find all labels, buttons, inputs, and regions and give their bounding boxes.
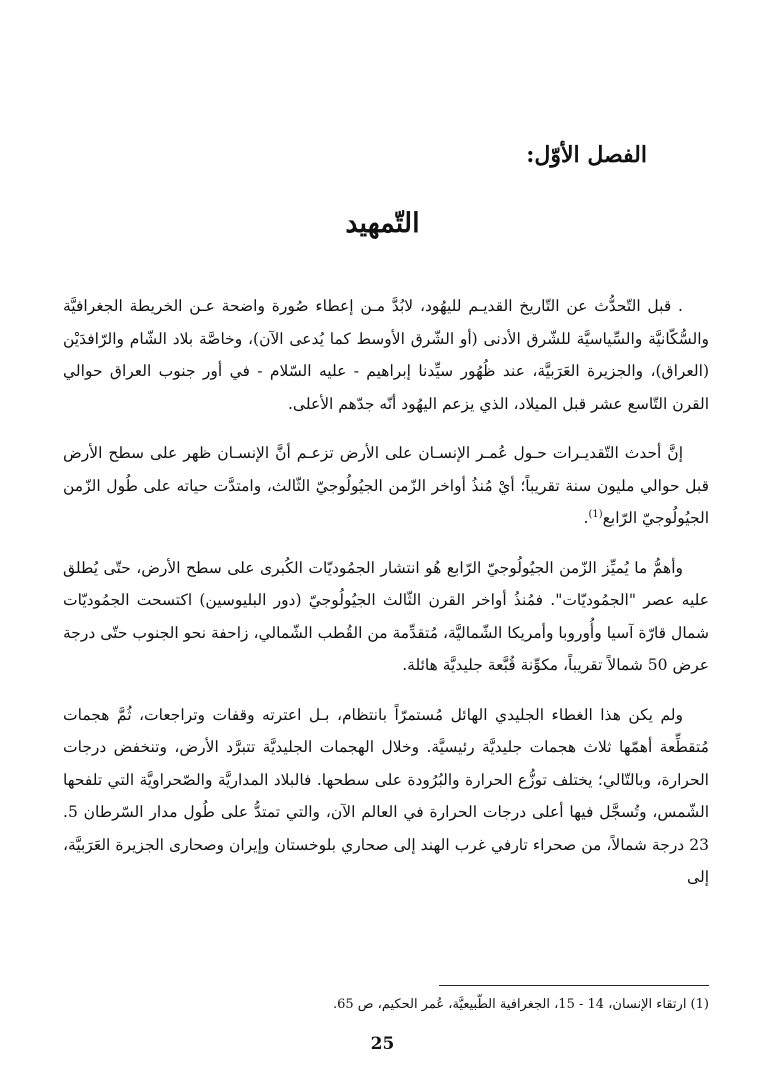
paragraph-4-text: ولم يكن هذا الغطاء الجليدي الهائل مُستمرّاً بانتظام، بـل اعترته وقفات وتراجعات، ثُمَّ هجمات مُتقطِّعة أهمّها ثلاث هجمات جليديَّة رئيسيَّة. وخلال الهجمات الجليديَّة تتبرَّد الأرض، وتنخفض درجات الحرارة، وبالتّالي؛ يختلف توزُّع الحرارة والبُرُودة على سطحها. فالبلاد المداريَّة والصّحراويَّة التي تلفحها الشّمس، وتُسجَّل فيها أعلى درجات الحرارة في العالم الآن، والتي تمتدُّ على طُول مدار السّرطان 5. 23 درجة شمالاً، من صحراء تارفي غرب الهند إلى صحاري بلوخستان وإيران وصحارى الجزيرة العَرَبيَّة، إلى xyxy=(63,705,709,886)
paragraph-1-text: . قبل التّحدُّث عن التّاريخ القديـم لليهُود، لابُدَّ مـن إعطاء صُورة واضحة عـن الخريطة الجغرافيَّة والسُّكّانيَّة والسِّياسيَّة للشّرق الأدنى (أو الشّرق الأوسط كما يُدعى الآن)، وخاصَّة بلاد الشّام والرّافدَيْن (العراق)، والجزيرة العَرَبيَّة، عند ظُهُور سيِّدنا إبراهيم - عليه السّلام - في أور جنوب العراق حوالي القرن التّاسع عشر قبل الميلاد، الذي يزعم اليهُود أنّه جدّهم الأعلى. xyxy=(63,297,709,413)
paragraph-1 xyxy=(63,290,709,420)
body-text xyxy=(63,290,709,911)
paragraph-2-text: إنَّ أحدث التّقديـرات حـول عُمـر الإنسـان على الأرض تزعـم أنَّ الإنسـان ظهر على سطح الأرض قبل حوالي مليون سنة تقريباً؛ أيْ مُنذُ أواخر الزّمن الجيُولُوجيّ الثّالث، وامتدَّت حياته على طُول الزّمن الجيُولُوجيّ الرّابع xyxy=(63,444,709,527)
chapter-title: التّمهيد xyxy=(345,208,420,239)
paragraph-2: إنَّ أحدث التّقديـرات حـول عُمـر الإنسـان على الأرض تزعـم أنَّ الإنسـان ظهر على سطح الأرض قبل حوالي مليون سنة تقريباً؛ أيْ مُنذُ أواخر الزّمن الجيُولُوجيّ الثّالث، وامتدَّت حياته على طُول الزّمن الجيُولُوجيّ الرّابع$^{(1)}$. xyxy=(63,444,709,527)
paragraph-3-text: وأهمُّ ما يُميِّز الزّمن الجيُولُوجيّ الرّابع هُو انتشار الجمُوديّات الكُبرى على سطح الأرض، حتّى يُطلق عليه عصر "الجمُوديّات". فمُنذُ أواخر القرن الثّالث الجيُولُوجيّ (دور البليوسين) اكتسحت الجمُوديّات شمال قارّة آسيا وأُوروبا وأمريكا الشّماليَّة، مُتقدِّمة من القُطب الشّمالي، زاحفة نحو الجنوب حتّى درجة عرض 50 شمالاً تقريباً، مكوِّنة قُبَّعة جليديَّة هائلة. xyxy=(63,558,710,674)
paragraph-4 xyxy=(63,699,709,894)
page-number: 25 xyxy=(370,1034,395,1054)
chapter-label: الفصل الأوّل: xyxy=(526,142,647,168)
footnote-divider xyxy=(439,985,709,986)
footnote: (1) ارتقاء الإنسان، 14 - 15، الجغرافية الطّبيعيَّة، عُمر الحكيم، ص 65. xyxy=(332,997,709,1012)
paragraph-3 xyxy=(63,552,709,682)
footnote-marker[interactable]: (1) xyxy=(588,508,603,520)
